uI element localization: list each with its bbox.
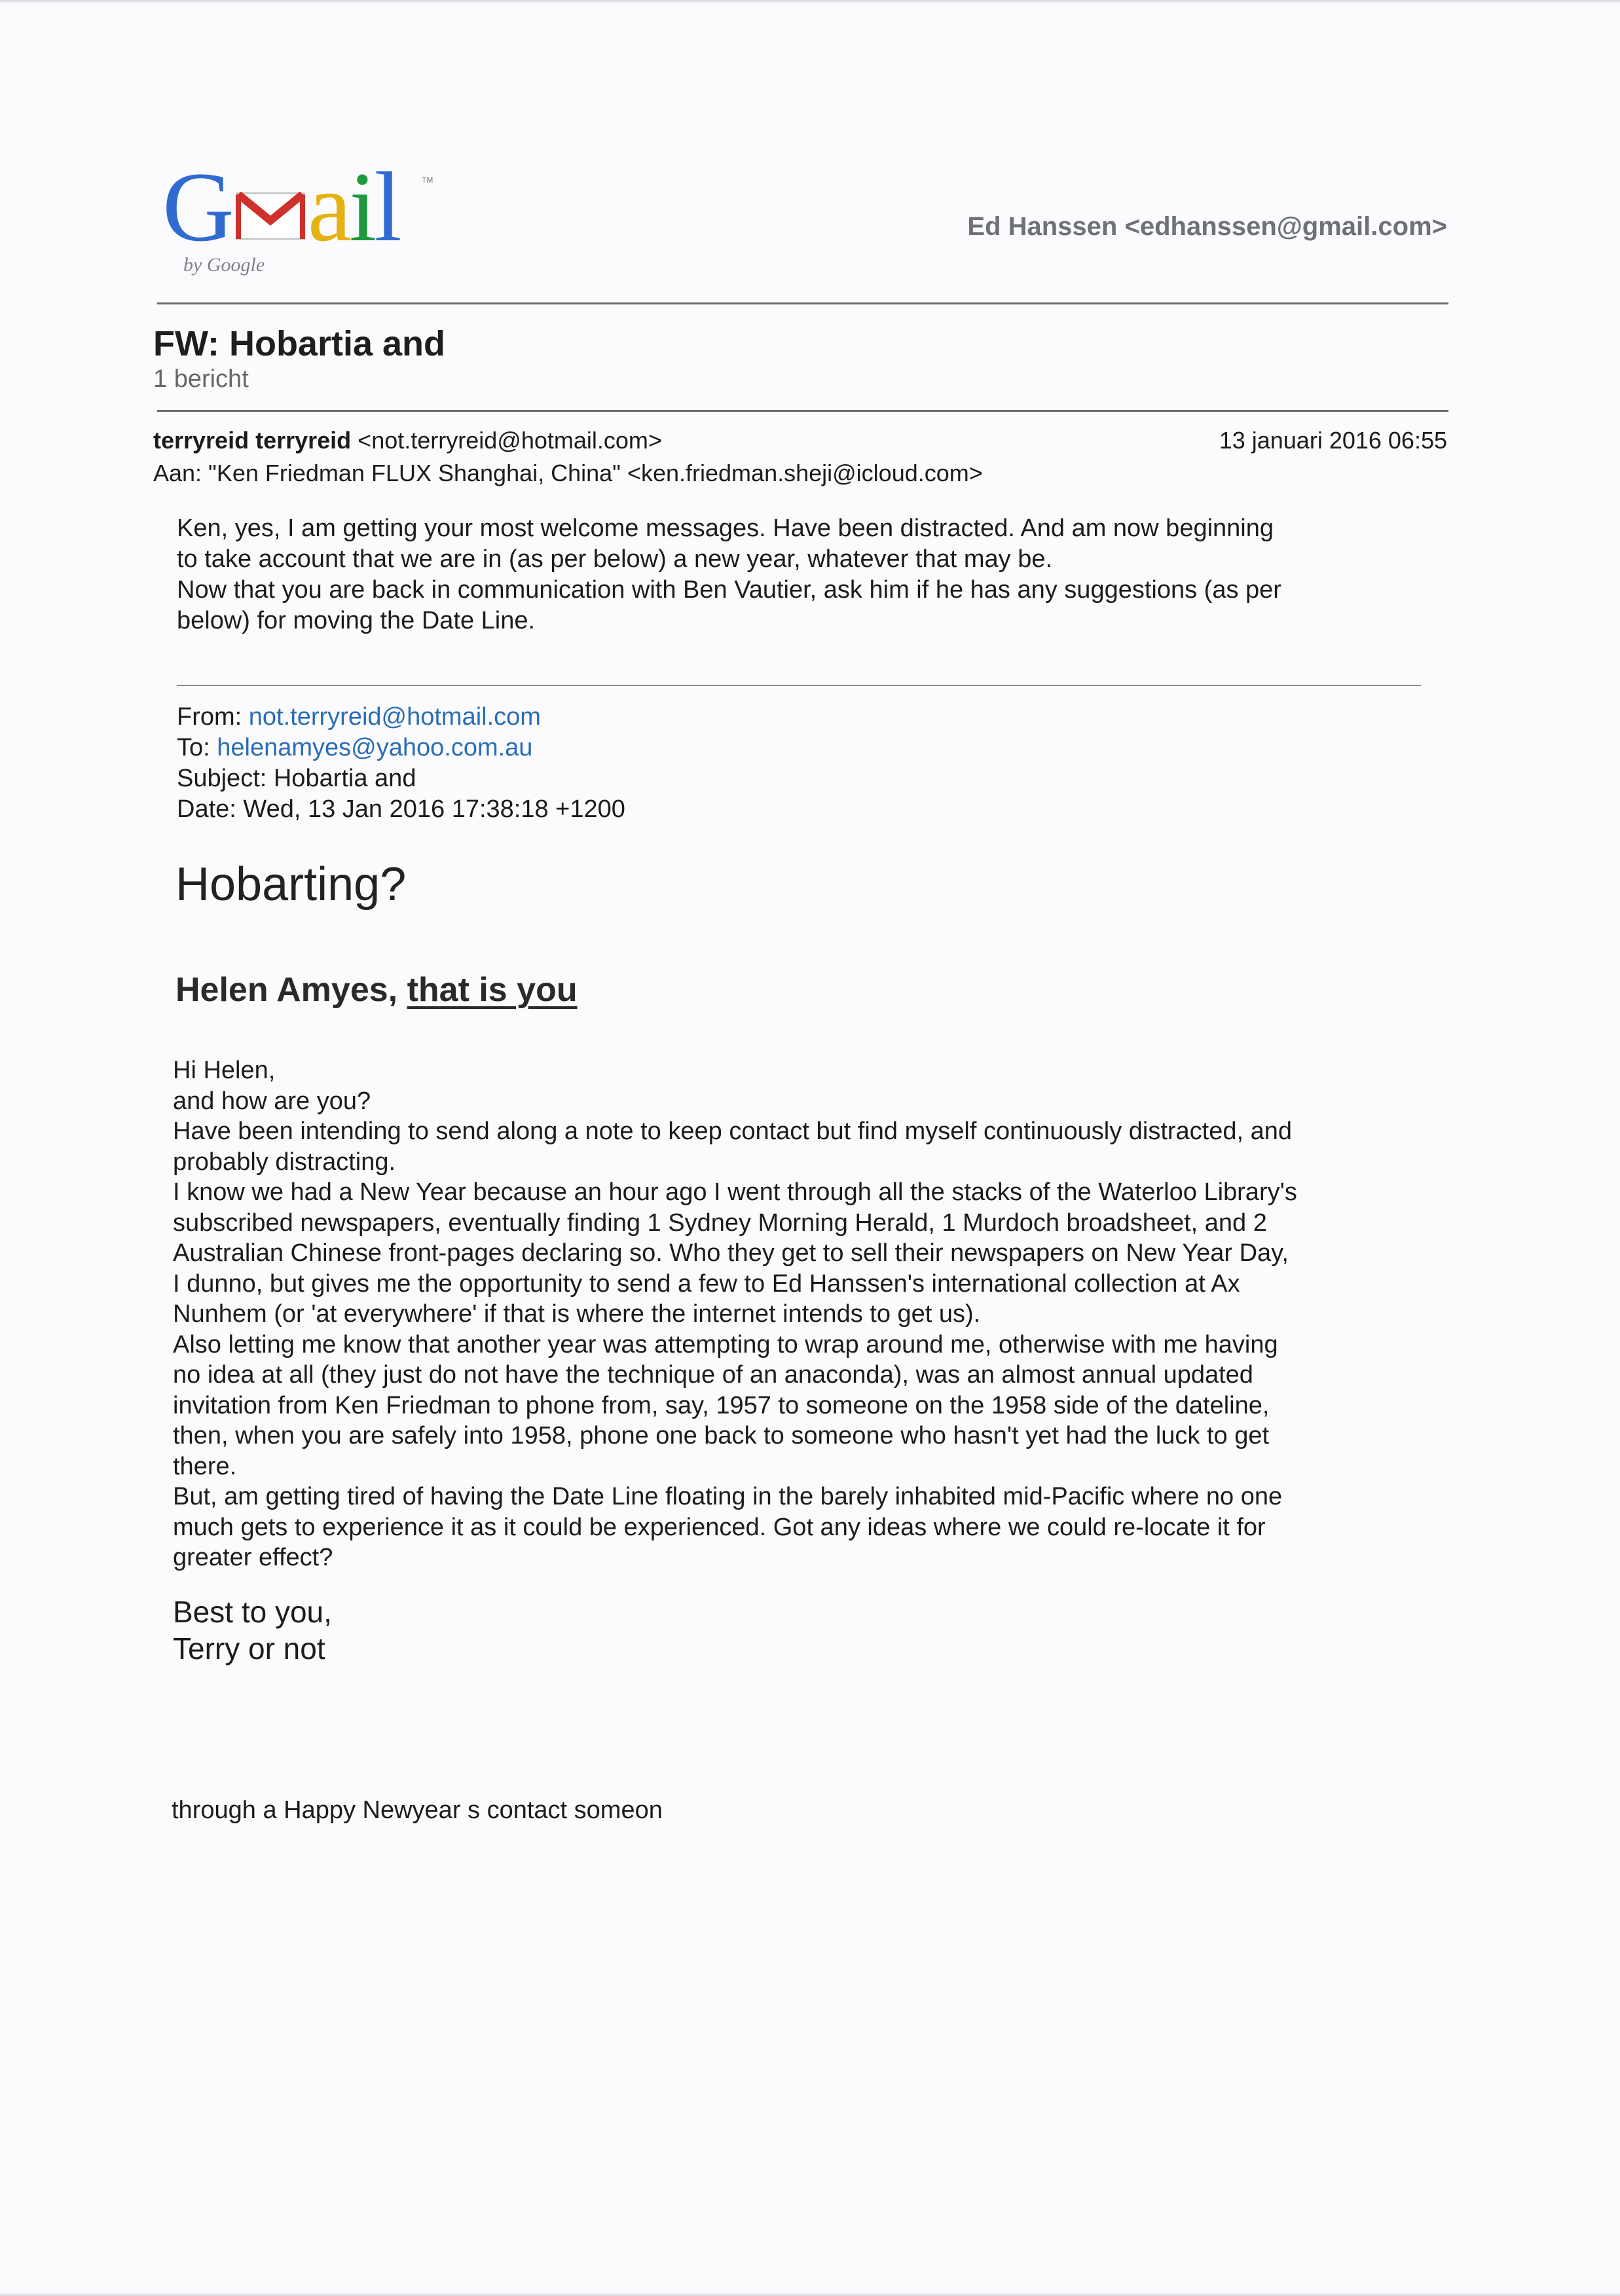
intro-line: below) for moving the Date Line. xyxy=(177,607,536,634)
signoff-name: Terry or not xyxy=(173,1631,325,1666)
thread-subject: FW: Hobartia and xyxy=(153,324,446,363)
forward-divider xyxy=(177,685,1421,686)
forwarded-to-label: To: xyxy=(177,734,217,761)
letter-line: Australian Chinese front-pages declaring so. Who they get to sell their newspapers on New Year Day, xyxy=(173,1239,1289,1267)
letter-line: Hi Helen, xyxy=(173,1057,276,1084)
sender-email: <not.terryreid@hotmail.com> xyxy=(358,427,662,454)
heading-helen-underlined: that is you xyxy=(407,971,578,1009)
gmail-logo xyxy=(162,152,437,288)
trademark-mark: TM xyxy=(422,175,433,185)
logo-letter-l: l xyxy=(374,152,399,262)
letter-body xyxy=(173,1055,1437,1573)
forwarded-from-label: From: xyxy=(177,703,249,731)
forwarded-date: Date: Wed, 13 Jan 2016 17:38:18 +1200 xyxy=(177,795,625,823)
letter-line: there. xyxy=(173,1452,237,1480)
signoff-greeting: Best to you, xyxy=(173,1595,332,1629)
letter-line: greater effect? xyxy=(173,1544,333,1571)
forwarded-subject: Subject: Hobartia and xyxy=(177,765,416,792)
forwarded-to xyxy=(177,733,625,763)
letter-line: no idea at all (they just do not have the technique of an anaconda), was an almost annual updated xyxy=(173,1361,1253,1389)
intro-line: Now that you are back in communication with Ben Vautier, ask him if he has any suggestions (as per xyxy=(177,576,1281,604)
letter-line: I know we had a New Year because an hour ago I went through all the stacks of the Waterloo Library's xyxy=(173,1178,1297,1206)
letter-line: Also letting me know that another year was attempting to wrap around me, otherwise with me having xyxy=(173,1330,1278,1358)
heading-helen xyxy=(175,970,578,1010)
logo-letter-i: i xyxy=(349,152,375,262)
forwarded-from-link[interactable]: not.terryreid@hotmail.com xyxy=(248,703,541,731)
account-name: Ed Hanssen <edhanssen@gmail.com> xyxy=(967,212,1447,241)
letter-line: Nunhem (or 'at everywhere' if that is where the internet intends to get us). xyxy=(173,1300,981,1328)
message-date: 13 januari 2016 06:55 xyxy=(1219,427,1447,454)
scan-edge-top xyxy=(0,0,1620,4)
letter-line: But, am getting tired of having the Date Line floating in the barely inhabited mid-Pacific where no one xyxy=(173,1483,1283,1510)
letter-line: and how are you? xyxy=(173,1087,371,1115)
letter-line: probably distracting. xyxy=(173,1148,396,1176)
heading-helen-plain: Helen Amyes, xyxy=(175,971,407,1009)
letter-line: I dunno, but gives me the opportunity to send a few to Ed Hanssen's international collection at Ax xyxy=(173,1269,1240,1298)
forwarded-to-link[interactable]: helenamyes@yahoo.com.au xyxy=(217,734,533,761)
forwarded-from xyxy=(177,702,625,733)
scan-edge-bottom xyxy=(0,2292,1620,2296)
envelope-m-icon xyxy=(236,192,305,240)
message-count: 1 bericht xyxy=(153,365,249,393)
logo-letter-g: G xyxy=(162,152,232,262)
intro-line: to take account that we are in (as per below) a new year, whatever that may be. xyxy=(177,545,1053,573)
message-intro xyxy=(177,513,1434,636)
letter-line: much gets to experience it as it could be experienced. Got any ideas where we could re-locate it for xyxy=(173,1513,1266,1541)
trailing-text: through a Happy Newyear s contact someon xyxy=(172,1796,663,1824)
signoff xyxy=(173,1594,332,1667)
subject-divider xyxy=(157,410,1448,412)
forwarded-header xyxy=(177,702,625,825)
logo-letter-a: a xyxy=(307,152,350,262)
letter-line: Have been intending to send along a note to keep contact but find myself continuously distracted, and xyxy=(173,1118,1293,1145)
letter-line: subscribed newspapers, eventually finding 1 Sydney Morning Herald, 1 Murdoch broadsheet, and 2 xyxy=(173,1209,1267,1237)
heading-hobarting: Hobarting? xyxy=(175,858,407,911)
gmail-wordmark xyxy=(162,152,399,262)
message-recipient: Aan: "Ken Friedman FLUX Shanghai, China" <ken.friedman.sheji@icloud.com> xyxy=(153,460,983,486)
by-google-label: by Google xyxy=(183,254,265,276)
sender-name: terryreid terryreid xyxy=(153,427,352,454)
letter-line: invitation from Ken Friedman to phone from, say, 1957 to someone on the 1958 side of the dateline, xyxy=(173,1391,1270,1419)
letter-line: then, when you are safely into 1958, phone one back to someone who hasn't yet had the luck to get xyxy=(173,1422,1270,1449)
intro-line: Ken, yes, I am getting your most welcome messages. Have been distracted. And am now beginning xyxy=(177,515,1274,542)
header-divider xyxy=(157,302,1448,304)
message-sender xyxy=(153,427,662,454)
